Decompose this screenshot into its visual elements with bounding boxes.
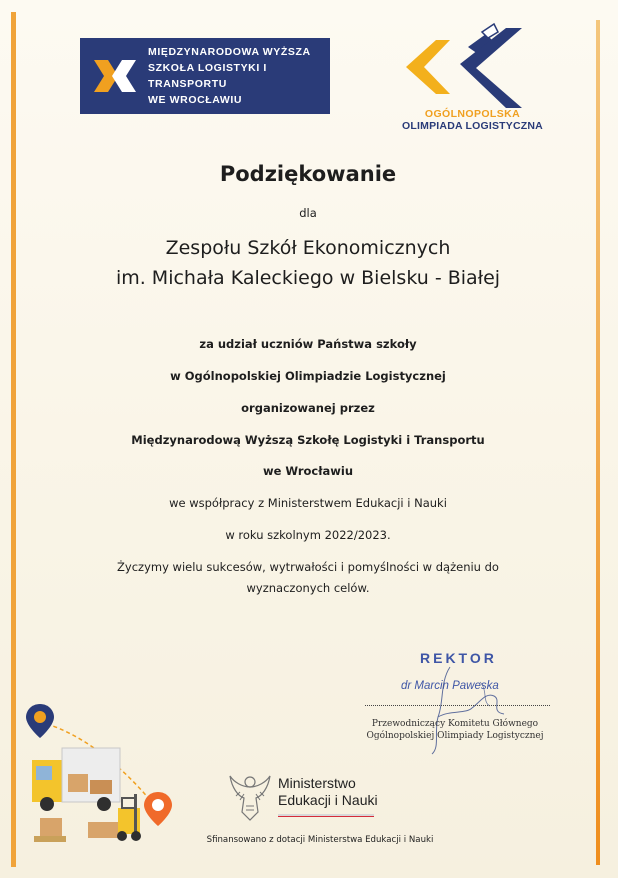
recipient-line-2: im. Michała Kaleckiego w Bielsku - Białej [115, 267, 501, 289]
polish-eagle-icon [228, 772, 272, 824]
signature-dotted-line [365, 705, 550, 706]
olympiad-logo-line-1: OGÓLNOPOLSKA [424, 108, 521, 120]
olympiad-logo-line-2: OLIMPIADA LOGISTYCZNA [402, 120, 543, 132]
recipient-line-1: Zespołu Szkół Ekonomicznych [165, 237, 451, 259]
body-line-1: za udział uczniów Państwa szkoły [199, 337, 417, 351]
ministry-name-line-2: Edukacji i Nauki [278, 792, 378, 808]
ministry-name-line-1: Ministerstwo [278, 775, 356, 791]
certificate-title: Podziękowanie [219, 162, 397, 186]
funding-note: Sfinansowano z dotacji Ministerstwa Edukacji i Nauki [206, 835, 434, 845]
body-line-6: we współpracy z Ministerstwem Edukacji i Nauki [169, 496, 447, 510]
university-arrow-icon [80, 38, 144, 114]
recipient-name [20, 233, 596, 293]
signature-caption [355, 718, 555, 742]
for-word: dla [299, 206, 317, 220]
ministry-flag-bar [278, 814, 374, 817]
body-line-4: Międzynarodową Wyższą Szkołę Logistyki i Transportu [131, 433, 485, 447]
signature-caption-line-1: Przewodniczący Komitetu Głównego [371, 719, 539, 729]
university-logo [80, 38, 330, 114]
olympiad-logo-text [390, 108, 555, 132]
logistics-illustration-icon [22, 700, 182, 850]
body-line-5: we Wrocławiu [262, 464, 354, 478]
signature-caption-line-2: Ogólnopolskiej Olimpiady Logistycznej [366, 731, 544, 741]
stamp-name: dr Marcin Paweska [401, 680, 499, 692]
ministry-logo [228, 772, 398, 827]
wish-line-1: Życzymy wielu sukcesów, wytrwałości i pomyślności w dążeniu do [117, 560, 499, 574]
left-orange-border [11, 12, 16, 867]
wish-line-2: wyznaczonych celów. [246, 581, 370, 595]
university-logo-line-2: SZKOŁA LOGISTYKI I TRANSPORTU [148, 62, 267, 90]
right-orange-border [596, 20, 600, 865]
handwritten-signature [410, 662, 520, 757]
university-logo-line-1: MIĘDZYNARODOWA WYŻSZA [148, 46, 311, 58]
body-line-7: w roku szkolnym 2022/2023. [225, 528, 391, 542]
body-line-3: organizowanej przez [241, 401, 375, 415]
university-logo-line-3: WE WROCŁAWIU [148, 94, 243, 106]
body-line-2: w Ogólnopolskiej Olimpiadzie Logistycznej [170, 369, 446, 383]
stamp-title: REKTOR [420, 650, 497, 666]
